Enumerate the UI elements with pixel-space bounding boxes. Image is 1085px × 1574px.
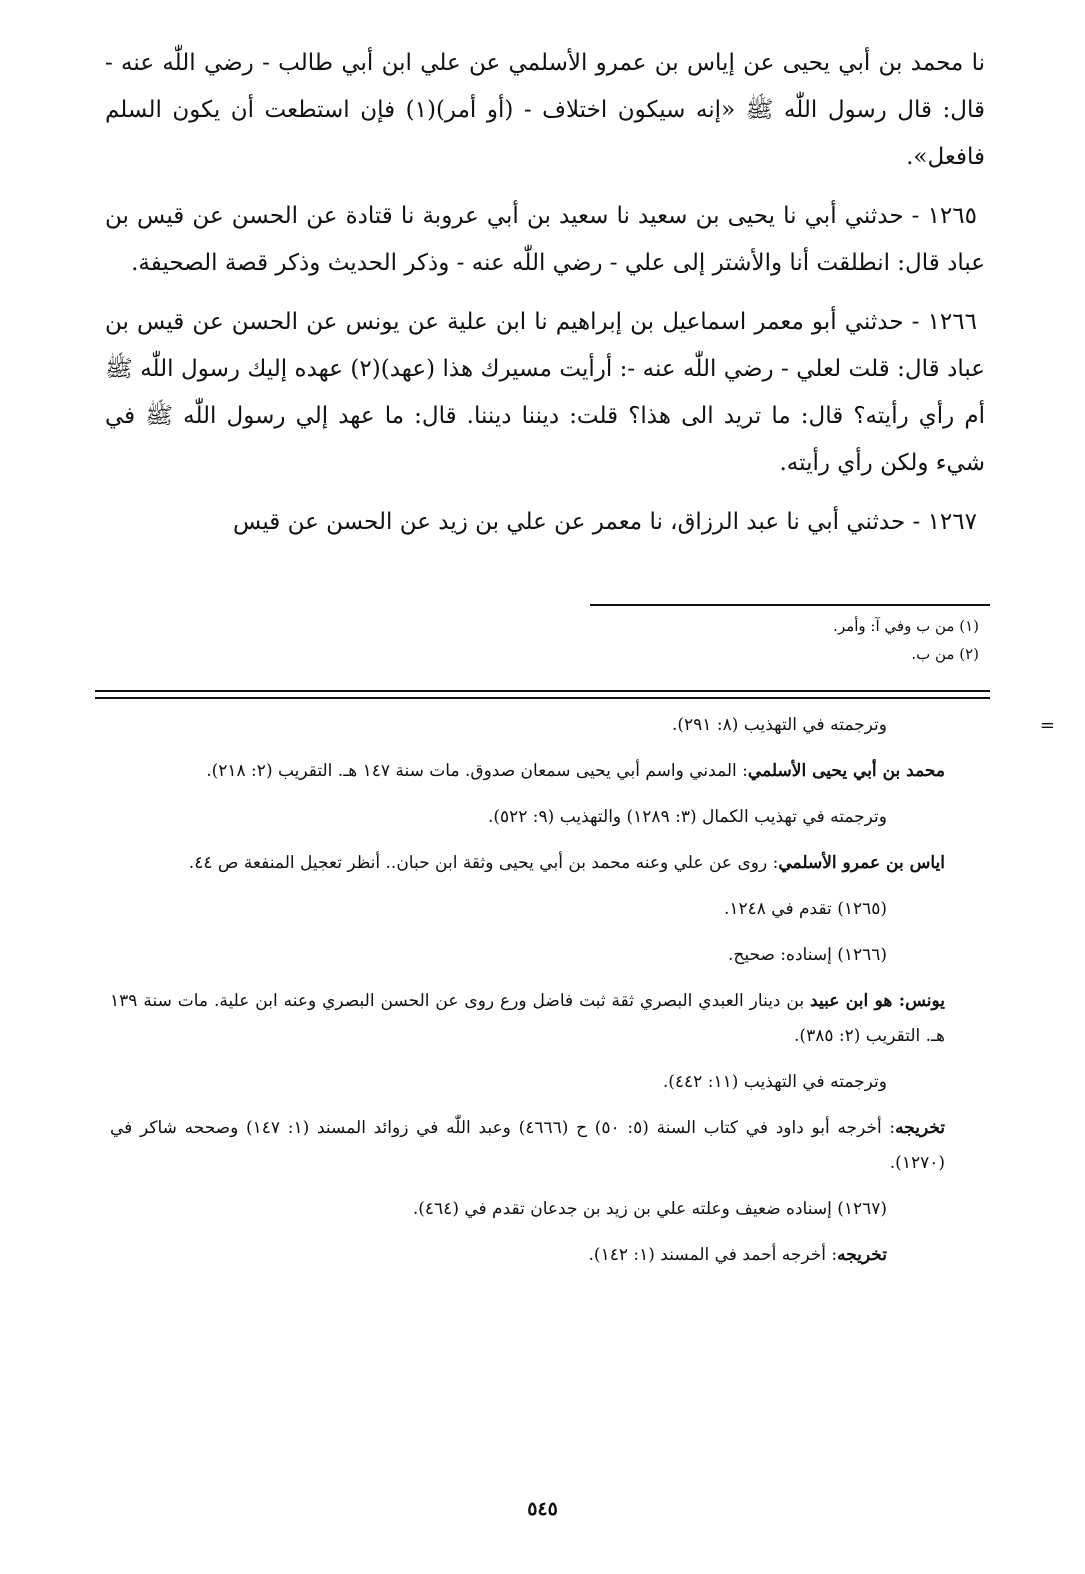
commentary-takhrij (110, 1111, 945, 1181)
main-paragraph-continuation: نا محمد بن أبي يحيى عن إياس بن عمرو الأسلمي عن علي ابن أبي طالب - رضي اللّٰه عنه - قال: قال رسول اللّٰه ﷺ «إنه سيكون اختلاف - (أو أمر)(١) فإن استطعت أن يكون السلم فافعل». (105, 50, 985, 170)
footnote-separator (590, 604, 990, 606)
takhrij-label: تخريجه (895, 1118, 946, 1138)
hadith-1266: ١٢٦٦ - حدثني أبو معمر اسماعيل بن إبراهيم نا ابن علية عن يونس عن الحسن عن قيس بن عباد قال: قلت لعلي - رضي اللّٰه عنه -: أرأيت مسيرك هذا (عهد)(٢) عهده إليك رسول اللّٰه ﷺ أم رأي رأيته؟ قال: ما تريد الى هذا؟ قلت: ديننا ديننا. قال: ما عهد إلي رسول اللّٰه ﷺ في شيء ولكن رأي رأيته. (105, 309, 985, 476)
takhrij-label: تخريجه (837, 1245, 887, 1265)
takhrij-note: : أخرجه أحمد في المسند (١: ١٤٢). (588, 1245, 838, 1265)
narrator-note: بن دينار العبدي البصري ثقة ثبت فاضل ورع روى عن الحسن البصري وعنه ابن علية. مات سنة ١٣٩ هـ. التقريب (٢: ٣٨٥). (110, 991, 945, 1046)
commentary-separator (95, 690, 990, 699)
commentary-line: (١٢٦٧) إسناده ضعيف وعلته علي بن زيد بن جدعان تقدم في (٤٦٤). (412, 1199, 887, 1219)
commentary-line: (١٢٦٦) إسناده: صحيح. (727, 945, 887, 965)
takhrij-note: : أخرجه أبو داود في كتاب السنة (٥: ٥٠) ح (٤٦٦٦) وعبد اللّٰه في زوائد المسند (١: ١٤٧) وصححه شاكر في (١٢٧٠). (110, 1118, 945, 1173)
footnotes (105, 612, 985, 668)
narrator-name: يونس: هو ابن عبيد (810, 991, 946, 1011)
commentary (110, 708, 1055, 1284)
commentary-narrator (110, 754, 945, 789)
commentary-takhrij (110, 1238, 945, 1273)
commentary-narrator (110, 984, 945, 1054)
commentary-narrator (110, 846, 945, 881)
narrator-name: محمد بن أبي يحيى الأسلمي (747, 761, 945, 781)
hadith-1265: ١٢٦٥ - حدثني أبي نا يحيى بن سعيد نا سعيد بن أبي عروبة نا قتادة عن الحسن عن قيس بن عباد قال: انطلقت أنا والأشتر إلى علي - رضي اللّٰه عنه - وذكر الحديث وذكر قصة الصحيفة. (105, 203, 985, 276)
narrator-name: اياس بن عمرو الأسلمي (778, 853, 945, 873)
commentary-line: وترجمته في التهذيب (١١: ٤٤٢). (662, 1072, 887, 1092)
commentary-line: وترجمته في تهذيب الكمال (٣: ١٢٨٩) والتهذيب (٩: ٥٢٢). (487, 807, 887, 827)
page-number: ٥٤٥ (527, 1498, 558, 1520)
narrator-note: : روى عن علي وعنه محمد بن أبي يحيى وثقة ابن حبان.. أنظر تعجيل المنفعة ص ٤٤. (188, 853, 779, 873)
commentary-line: وترجمته في التهذيب (٨: ٢٩١). (672, 715, 887, 735)
footnote-1: (١) من ب وفي آ: وأمر. (833, 617, 979, 635)
continuation-mark: = (1039, 715, 1055, 736)
hadith-1267: ١٢٦٧ - حدثني أبي نا عبد الرزاق، نا معمر عن علي بن زيد عن الحسن عن قيس (233, 509, 977, 535)
main-text (105, 40, 985, 558)
narrator-note: : المدني واسم أبي يحيى سمعان صدوق. مات سنة ١٤٧ هـ. التقريب (٢: ٢١٨). (206, 761, 748, 781)
commentary-line: (١٢٦٥) تقدم في ١٢٤٨. (723, 899, 887, 919)
footnote-2: (٢) من ب. (911, 645, 979, 663)
